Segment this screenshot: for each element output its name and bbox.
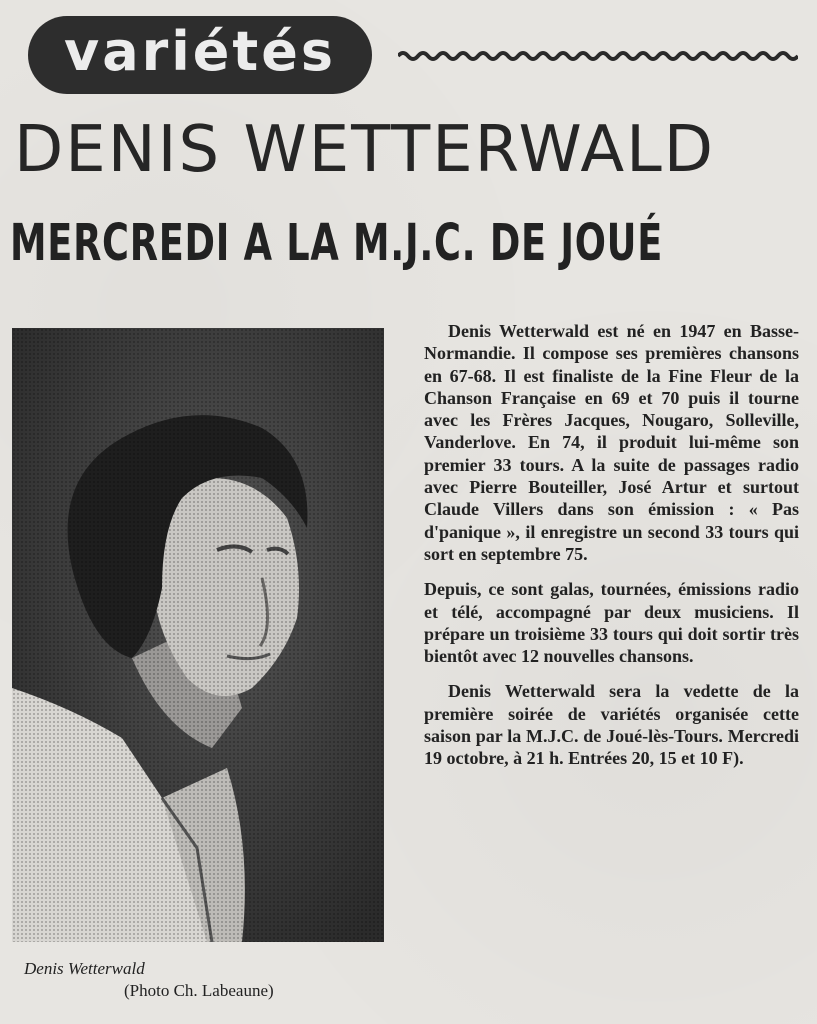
headline: DENIS WETTERWALD <box>14 113 716 187</box>
section-label: variétés <box>64 20 336 83</box>
wavy-rule <box>398 44 798 68</box>
article-paragraph: Depuis, ce sont galas, tournées, émissions radio et télé, accompagné par deux musiciens. Il prépare un troisième 33 tours qui doit sortir très bientôt avec 12 nouvelles chansons. <box>424 579 799 667</box>
photo-caption <box>20 958 390 1002</box>
article-body <box>424 320 799 770</box>
article-paragraph: Denis Wetterwald est né en 1947 en Basse-Normandie. Il compose ses premières chansons en 67-68. Il est finaliste de la Fine Fleur de la Chanson Française en 69 et 70 puis il tourne avec les Frères Jacques, Nougaro, Solleville, Vanderlove. En 74, il produit lui-même son premier 33 tours. A la suite de passages radio avec Pierre Bouteiller, José Artur et surtout Claude Villers dans son émission : « Pas d'panique », il enregistre un second 33 tours qui sort en septembre 75. <box>424 321 799 564</box>
caption-credit: (Photo Ch. Labeaune) <box>124 981 274 1000</box>
article-paragraph: Denis Wetterwald sera la vedette de la première soirée de variétés organisée cette saison par la M.J.C. de Joué-lès-Tours. Mercredi 19 octobre, à 21 h. Entrées 20, 15 et 10 F). <box>424 681 799 769</box>
subheadline: MERCREDI A LA M.J.C. DE JOUÉ <box>10 214 664 273</box>
section-badge <box>28 16 372 94</box>
portrait-photo <box>12 328 384 942</box>
caption-name: Denis Wetterwald <box>24 959 145 978</box>
